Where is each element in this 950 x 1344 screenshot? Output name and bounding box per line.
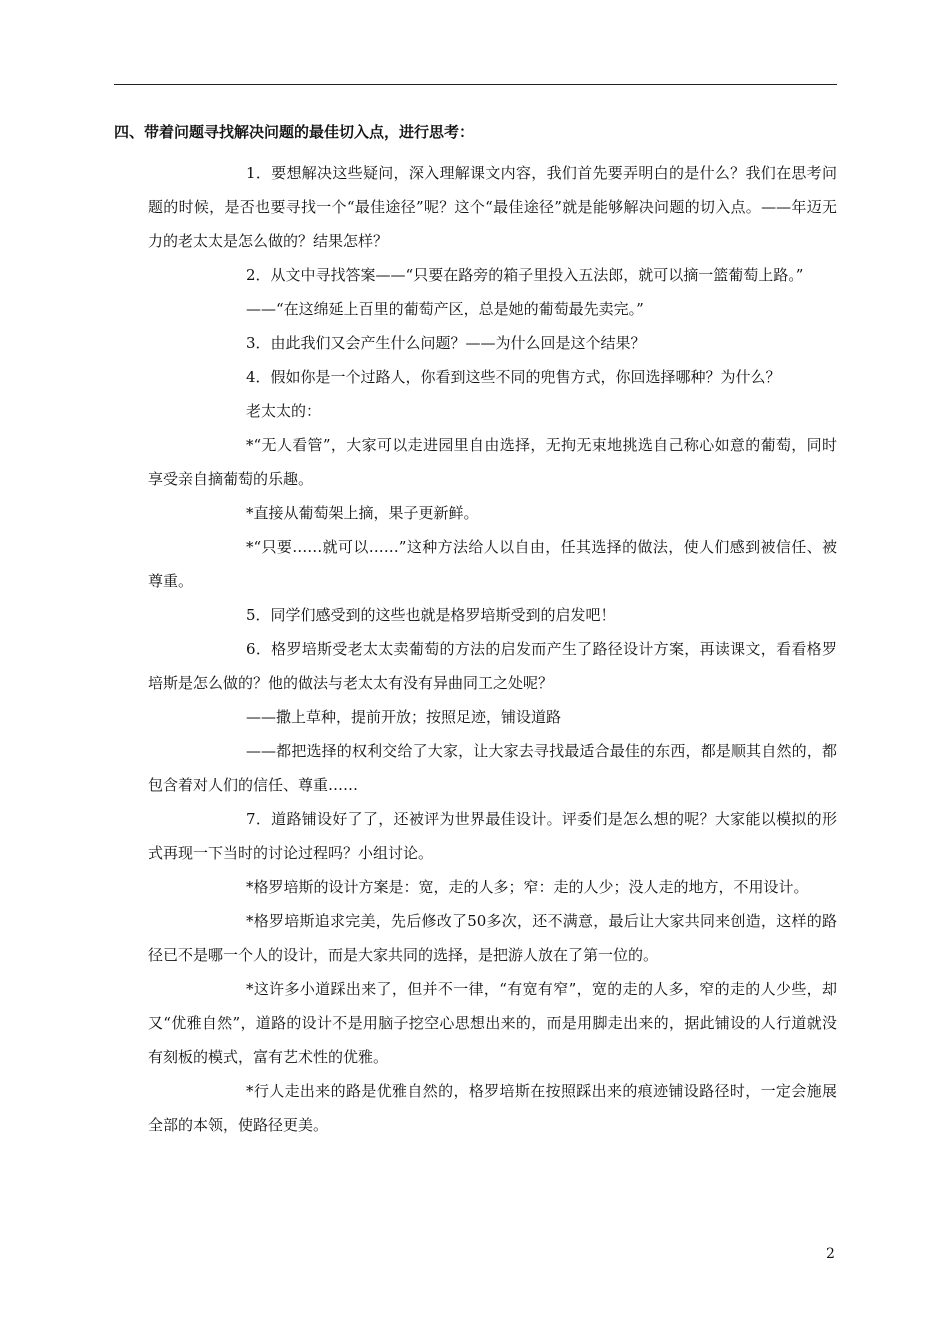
paragraph-bullet-unattended: *“无人看管”，大家可以走进园里自由选择，无拘无束地挑选自己称心如意的葡萄，同时享受亲自摘葡萄的乐趣。 xyxy=(148,436,837,488)
section-heading: 四、带着问题寻找解决问题的最佳切入点，进行思考： xyxy=(114,123,475,141)
paragraph-bullet-trust: *“只要……就可以……”这种方法给人以自由，任其选择的做法，使人们感到被信任、被尊重。 xyxy=(148,538,837,590)
paragraph-q5: 5．同学们感受到的这些也就是格罗培斯受到的启发吧！ xyxy=(246,606,616,624)
paragraph-bullet-fresh: *直接从葡萄架上摘，果子更新鲜。 xyxy=(246,504,479,522)
paragraph-q3: 3．由此我们又会产生什么问题？——为什么回是这个结果？ xyxy=(246,334,646,352)
header-rule xyxy=(114,84,837,85)
paragraph-bullet-perfection: *格罗培斯追求完美，先后修改了50多次，还不满意，最后让大家共同来创造，这样的路径已不是哪一个人的设计，而是大家共同的选择，是把游人放在了第一位的。 xyxy=(148,912,837,964)
paragraph-bullet-paths: *这许多小道踩出来了，但并不一律，“有宽有窄”，宽的走的人多，窄的走的人少些，却又“优雅自然”，道路的设计不是用脑子挖空心思想出来的，而是用脚走出来的，据此铺设的人行道就没有刻板的模式，富有艺术性的优雅。 xyxy=(148,980,837,1066)
paragraph-q6-answer-1: ——撒上草种，提前开放；按照足迹，铺设道路 xyxy=(246,708,562,726)
paragraph-q2-answer: ——“在这绵延上百里的葡萄产区，总是她的葡萄最先卖完。” xyxy=(246,300,644,318)
paragraph-q2: 2．从文中寻找答案——“只要在路旁的箱子里投入五法郎，就可以摘一篮葡萄上路。” xyxy=(246,266,804,284)
paragraph-q7: 7．道路铺设好了了，还被评为世界最佳设计。评委们是怎么想的呢？大家能以模拟的形式再现一下当时的讨论过程吗？小组讨论。 xyxy=(148,810,837,862)
paragraph-q6: 6．格罗培斯受老太太卖葡萄的方法的启发而产生了路径设计方案，再读课文，看看格罗培斯是怎么做的？他的做法与老太太有没有异曲同工之处呢？ xyxy=(148,640,837,692)
paragraph-bullet-design: *格罗培斯的设计方案是：宽，走的人多；窄：走的人少；没人走的地方，不用设计。 xyxy=(246,878,809,896)
paragraph-old-lady: 老太太的： xyxy=(246,402,322,420)
paragraph-bullet-beauty: *行人走出来的路是优雅自然的，格罗培斯在按照踩出来的痕迹铺设路径时，一定会施展全部的本领，使路径更美。 xyxy=(148,1082,837,1134)
page-number: 2 xyxy=(826,1246,835,1262)
paragraph-q1: 1．要想解决这些疑问，深入理解课文内容，我们首先要弄明白的是什么？我们在思考问题的时候，是否也要寻找一个“最佳途径”呢？这个“最佳途径”就是能够解决问题的切入点。——年迈无力的老太太是怎么做的？结果怎样？ xyxy=(148,164,837,250)
paragraph-q4: 4．假如你是一个过路人，你看到这些不同的兜售方式，你回选择哪种？为什么？ xyxy=(246,368,781,386)
document-body xyxy=(114,122,837,1142)
paragraph-q6-answer-2: ——都把选择的权利交给了大家，让大家去寻找最适合最佳的东西，都是顺其自然的，都包含着对人们的信任、尊重…… xyxy=(148,742,837,794)
